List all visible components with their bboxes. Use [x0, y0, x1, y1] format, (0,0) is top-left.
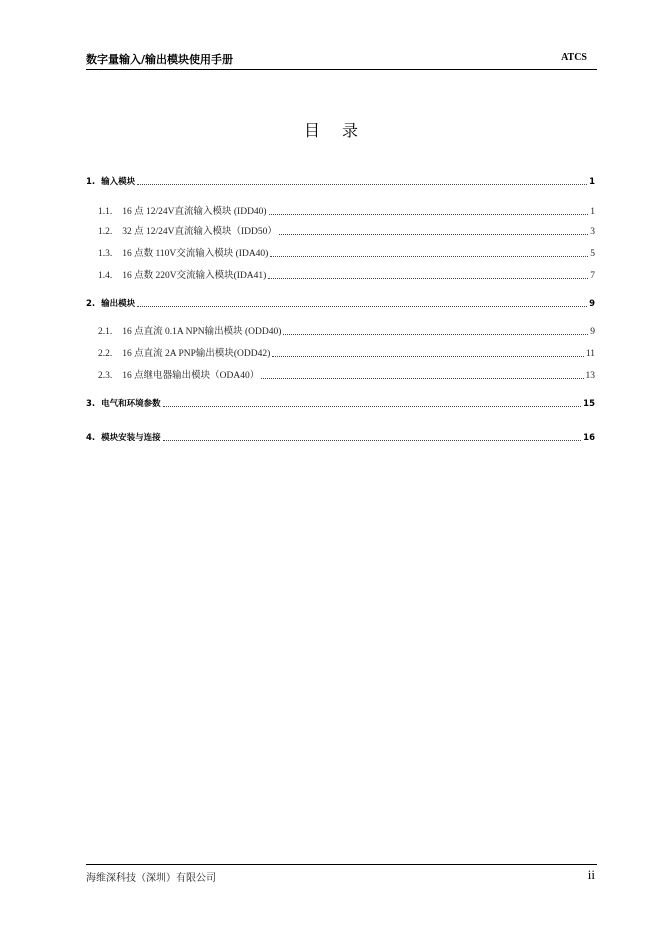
- dot-leader: [137, 184, 587, 185]
- toc-entry-number: 2.2.: [98, 349, 113, 359]
- toc-entry-number: 1.2.: [98, 227, 113, 237]
- toc-heading-text: 目录: [303, 121, 380, 140]
- toc-entry-title: 16 点继电器输出模块（ODA40）: [122, 371, 260, 381]
- page-footer: [86, 864, 597, 885]
- toc-entry-number: 2.3.: [98, 371, 113, 381]
- toc-entry-title: 输出模块: [101, 299, 136, 309]
- toc-entry-title: 32 点 12/24V直流输入模块（IDD50）: [122, 227, 277, 237]
- toc-entry[interactable]: [86, 224, 595, 238]
- toc-entry-page: 7: [590, 271, 595, 281]
- toc-entry[interactable]: [86, 396, 595, 410]
- dot-leader: [269, 214, 589, 215]
- toc-entry-number: 1.4.: [98, 271, 113, 281]
- toc-entry-page: 15: [583, 399, 595, 409]
- company-name: 海维深科技（深圳）有限公司: [86, 873, 216, 884]
- toc-entry-page: 5: [590, 249, 595, 259]
- toc-entry-number: 3.: [86, 399, 96, 409]
- toc-entry-number: 1.1.: [98, 207, 113, 217]
- toc-entry-title: 16 点直流 2A PNP输出模块(ODD42): [122, 349, 271, 359]
- toc-entry-title: 16 点直流 0.1A NPN输出模块 (ODD40): [122, 327, 282, 337]
- page-number: ii: [587, 867, 595, 882]
- dot-leader: [163, 406, 581, 407]
- toc-entry[interactable]: [86, 430, 595, 444]
- toc-entry-page: 1: [589, 177, 595, 187]
- toc-entry-title: 输入模块: [101, 177, 136, 187]
- toc-heading: [0, 118, 662, 141]
- toc-entry-page: 1: [590, 207, 595, 217]
- toc-entry-number: 2.: [86, 299, 96, 309]
- toc-entry-page: 16: [583, 433, 595, 443]
- toc-entry-title: 16 点数 110V交流输入模块 (IDA40): [122, 249, 269, 259]
- toc-entry-title: 16 点数 220V交流输入模块(IDA41): [122, 271, 267, 281]
- manual-title: 数字量输入/输出模块使用手册: [86, 53, 234, 66]
- toc-entry-number: 4.: [86, 433, 96, 443]
- dot-leader: [268, 278, 588, 279]
- dot-leader: [279, 234, 588, 235]
- toc-entry-number: 1.3.: [98, 249, 113, 259]
- toc-entry[interactable]: [86, 174, 595, 188]
- toc-entry[interactable]: [86, 346, 595, 360]
- dot-leader: [272, 356, 584, 357]
- toc-entry-page: 9: [590, 327, 595, 337]
- toc-entry[interactable]: [86, 204, 595, 218]
- page-header: [86, 51, 597, 70]
- toc-entry-title: 16 点 12/24V直流输入模块 (IDD40): [122, 207, 267, 217]
- dot-leader: [283, 334, 588, 335]
- dot-leader: [261, 378, 583, 379]
- toc-entry[interactable]: [86, 324, 595, 338]
- dot-leader: [270, 256, 588, 257]
- toc-entry-number: 1.: [86, 177, 96, 187]
- toc-entry[interactable]: [86, 246, 595, 260]
- toc-entry-page: 13: [585, 371, 595, 381]
- brand-label: ATCS: [561, 52, 587, 63]
- toc-entry[interactable]: [86, 268, 595, 282]
- toc-entry-page: 9: [589, 299, 595, 309]
- toc-entry[interactable]: [86, 368, 595, 382]
- toc-entry-page: 3: [590, 227, 595, 237]
- dot-leader: [163, 440, 581, 441]
- toc-entry-page: 11: [585, 349, 595, 359]
- toc-entry-number: 2.1.: [98, 327, 113, 337]
- toc-entry-title: 电气和环境参数: [101, 399, 161, 409]
- toc-entry-title: 模块安装与连接: [101, 433, 161, 443]
- dot-leader: [137, 306, 587, 307]
- toc-entry[interactable]: [86, 296, 595, 310]
